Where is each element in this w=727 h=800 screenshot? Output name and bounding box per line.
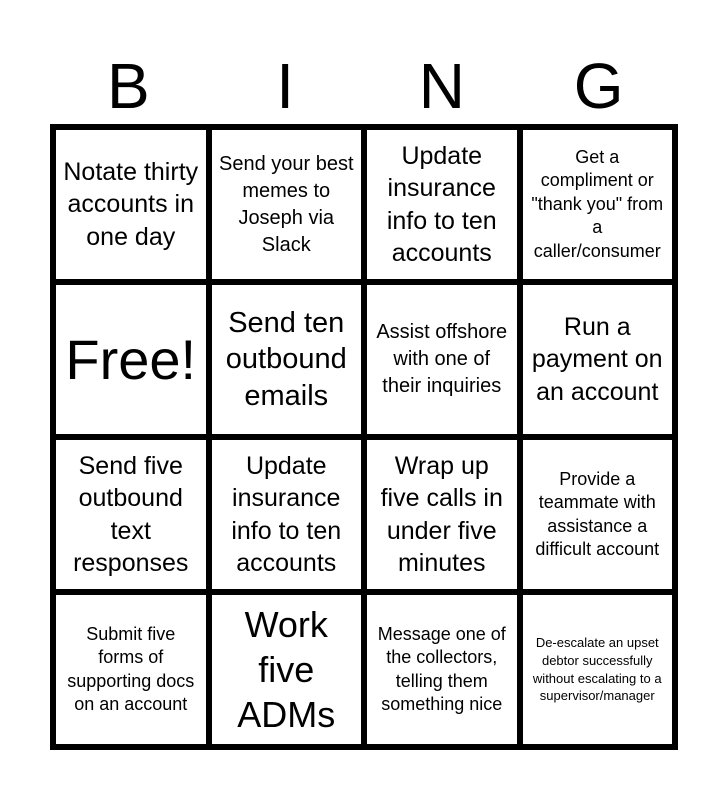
cell-label: Work five ADMs (237, 604, 336, 735)
bingo-cell[interactable] (56, 130, 206, 279)
cell-label: Wrap up five calls in under five minutes (380, 451, 503, 577)
bingo-board (50, 124, 678, 750)
cell-label: Run a payment on an account (531, 312, 663, 406)
cell-label: Send five outbound text responses (73, 451, 189, 577)
cell-label: Assist offshore with one of their inquiries (376, 321, 508, 397)
cell-label: Notate thirty accounts in one day (63, 157, 199, 251)
bingo-cell[interactable] (523, 130, 673, 279)
bingo-cell[interactable] (367, 285, 517, 434)
bingo-cell[interactable] (212, 130, 362, 279)
bingo-cell-free[interactable] (56, 285, 206, 434)
bingo-header (50, 50, 677, 122)
header-letter-i: I (276, 50, 295, 122)
bingo-cell[interactable] (523, 440, 673, 589)
bingo-cell[interactable] (56, 440, 206, 589)
cell-label: Update insurance info to ten accounts (231, 451, 342, 577)
bingo-cell[interactable] (212, 285, 362, 434)
cell-label: Submit five forms of supporting docs on an account (67, 623, 195, 714)
bingo-cell[interactable] (56, 595, 206, 744)
header-letter-n: N (418, 50, 465, 122)
cell-label: Get a compliment or "thank you" from a caller/consumer (531, 147, 664, 261)
bingo-cell[interactable] (523, 285, 673, 434)
bingo-cell[interactable] (367, 130, 517, 279)
cell-label: Provide a teammate with assistance a difficult account (535, 468, 660, 559)
bingo-cell[interactable] (212, 595, 362, 744)
header-letter-g: G (573, 50, 624, 122)
cell-label: Send ten outbound emails (225, 307, 347, 412)
bingo-cell[interactable] (367, 440, 517, 589)
cell-label: De-escalate an upset debtor successfully without escalating to a supervisor/manager (532, 635, 662, 704)
free-space-label: Free! (65, 327, 197, 391)
cell-label: Update insurance info to ten accounts (386, 141, 497, 267)
bingo-cell[interactable] (523, 595, 673, 744)
cell-label: Send your best memes to Joseph via Slack (218, 152, 354, 256)
header-letter-b: B (107, 50, 150, 122)
bingo-cell[interactable] (212, 440, 362, 589)
cell-label: Message one of the collectors, telling them something nice (377, 623, 506, 714)
bingo-cell[interactable] (367, 595, 517, 744)
